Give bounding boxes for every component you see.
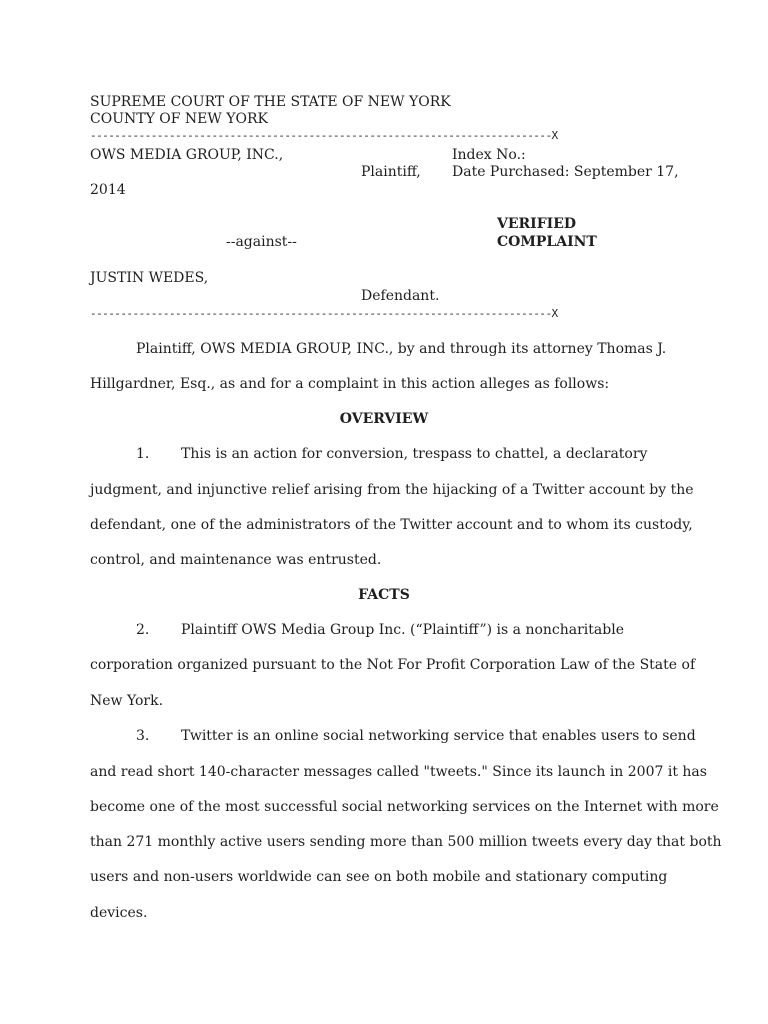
facts-heading: FACTS <box>358 587 410 603</box>
date-purchased: Date Purchased: September 17, <box>452 164 679 180</box>
paragraph-2-line-2: corporation organized pursuant to the Not For Profit Corporation Law of the State of <box>90 657 696 673</box>
plaintiff-role: Plaintiff, <box>361 164 421 180</box>
overview-heading: OVERVIEW <box>339 411 429 427</box>
against-separator: --against-- <box>226 234 297 250</box>
court-name: SUPREME COURT OF THE STATE OF NEW YORK <box>90 94 451 110</box>
paragraph-1-line-1: This is an action for conversion, trespass to chattel, a declaratory <box>181 446 648 462</box>
paragraph-1-number: 1. <box>136 446 150 462</box>
date-purchased-year: 2014 <box>90 182 126 198</box>
paragraph-1-line-4: control, and maintenance was entrusted. <box>90 552 382 568</box>
paragraph-3-number: 3. <box>136 728 150 744</box>
document-title-line1: VERIFIED <box>497 216 577 232</box>
paragraph-1-line-3: defendant, one of the administrators of the Twitter account and to whom its custody, <box>90 517 693 533</box>
defendant-name: JUSTIN WEDES, <box>90 270 209 286</box>
paragraph-3-line-4: than 271 monthly active users sending more than 500 million tweets every day that both <box>90 834 722 850</box>
paragraph-2-line-3: New York. <box>90 693 164 709</box>
intro-line-2: Hillgardner, Esq., as and for a complaint in this action alleges as follows: <box>90 376 610 392</box>
paragraph-2-number: 2. <box>136 622 150 638</box>
intro-line-1: Plaintiff, OWS MEDIA GROUP, INC., by and through its attorney Thomas J. <box>136 341 667 357</box>
document-title-line2: COMPLAINT <box>497 234 597 250</box>
court-county: COUNTY OF NEW YORK <box>90 111 268 127</box>
plaintiff-name: OWS MEDIA GROUP, INC., <box>90 147 284 163</box>
paragraph-3-line-5: users and non-users worldwide can see on both mobile and stationary computing <box>90 869 668 885</box>
paragraph-3-line-1: Twitter is an online social networking service that enables users to send <box>181 728 696 744</box>
paragraph-1-line-2: judgment, and injunctive relief arising from the hijacking of a Twitter account by the <box>90 482 694 498</box>
paragraph-3-line-3: become one of the most successful social networking services on the Internet with more <box>90 799 719 815</box>
paragraph-3-line-6: devices. <box>90 905 148 921</box>
index-number-label: Index No.: <box>452 147 526 163</box>
caption-top-rule: ----------------------------------------------------------------------------X <box>90 129 558 142</box>
paragraph-2-line-1: Plaintiff OWS Media Group Inc. (“Plaintiff”) is a noncharitable <box>181 622 624 638</box>
paragraph-3-line-2: and read short 140-character messages called "tweets." Since its launch in 2007 it has <box>90 764 707 780</box>
caption-bottom-rule: ----------------------------------------------------------------------------X <box>90 307 558 320</box>
defendant-role: Defendant. <box>361 288 440 304</box>
